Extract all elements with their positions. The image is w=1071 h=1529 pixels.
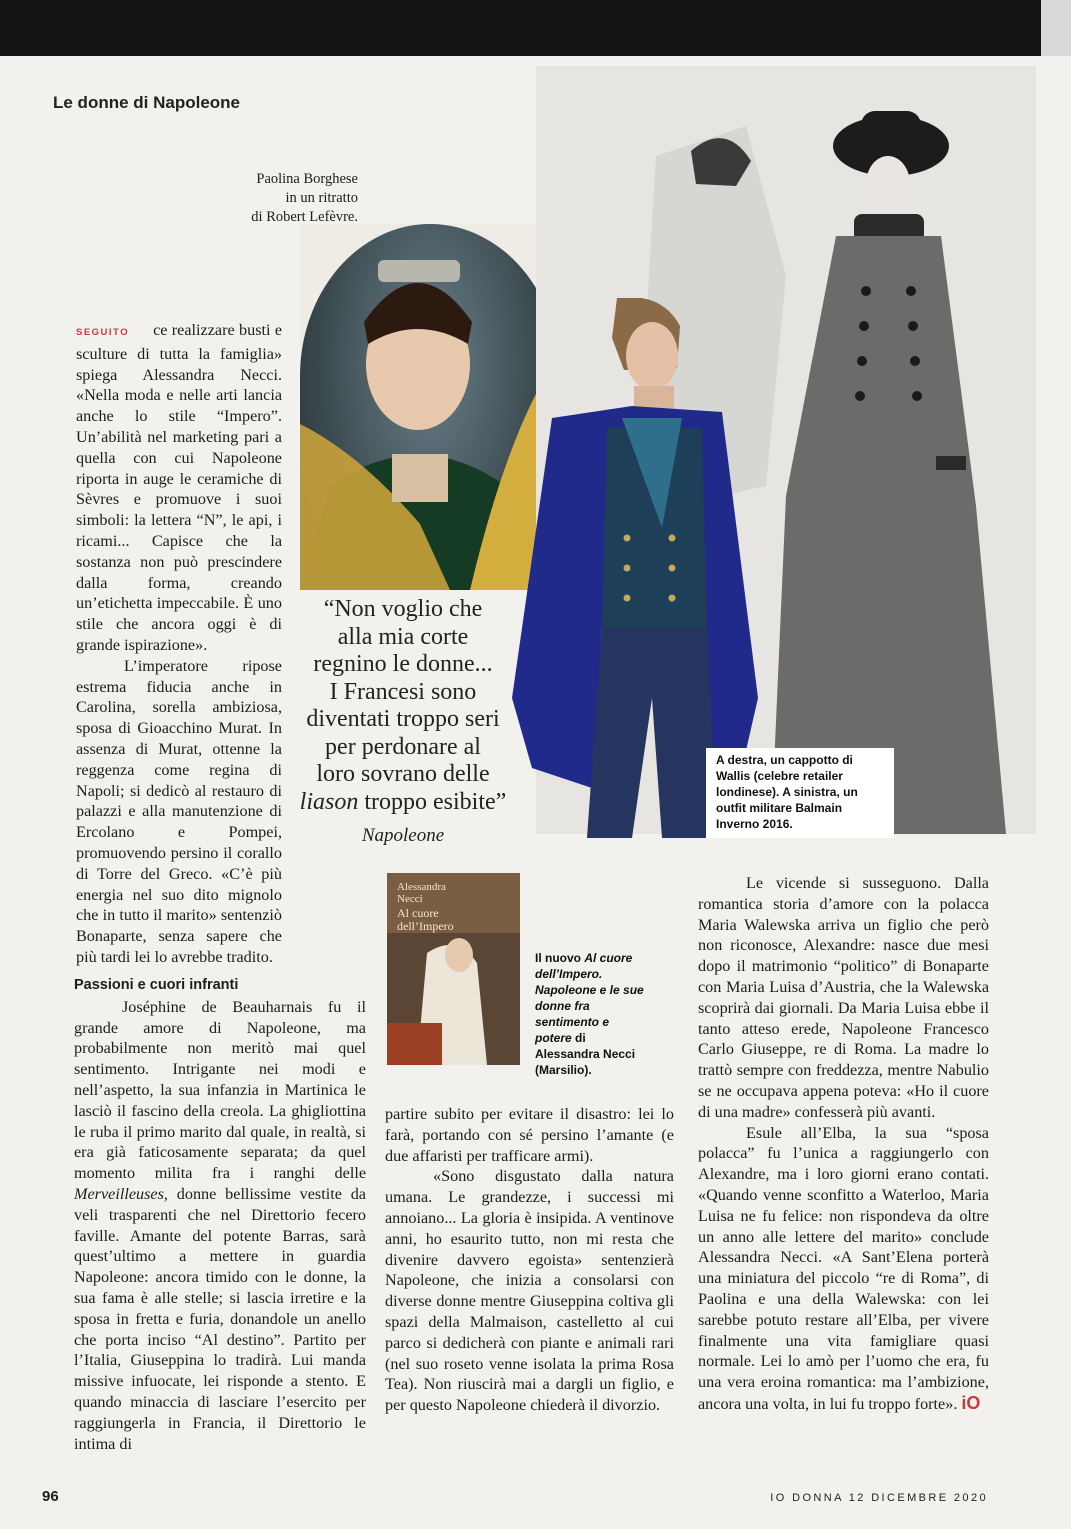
column-1-lower: [74, 975, 366, 1454]
paragraph-text: ce realizzare busti e sculture di tutta la famiglia» spiega Alessandra Necci. «Nella moda e nelle arti lancia anche lo stile “Impero”. Un’abilità nel marketing pari a quella con cui Napoleone riporta in auge le ceramiche di Sèvres e promuove i suoi simboli: la lettera “N”, le api, i ricami... Capisce che la sostanza non può prescindere dalla forma, creando un’etichetta impeccabile. È uno stile che ancora oggi è di grande ispirazione».: [76, 321, 282, 654]
column-3: [698, 873, 989, 1415]
quote-line-last: [292, 789, 514, 817]
book-cover-text: Al cuore: [397, 906, 439, 920]
quote-line: “Non voglio che: [323, 596, 483, 622]
section-title: Le donne di Napoleone: [53, 93, 241, 112]
paragraph: L’imperatore ripose estrema fiducia anche in Carolina, sorella ambiziosa, sposa di Gioacchino Murat. In assenza di Murat, ottenne la reggenza come regina di Napoli; si dedicò al restauro di palazzi e alla manutenzione di Ercolano e Pompei, promuovendo persino il corallo di Torre del Greco. «C’è più energia nel suo dito mignolo che in tutto il marito» sentenziò Bonaparte, senza sapere che più tardi lei lo avrebbe tradito.: [76, 656, 282, 966]
quote-line: I Francesi sono: [329, 678, 477, 705]
coat-photo-caption: A destra, un cappotto di Wallis (celebre retailer londinese). A sinistra, un outfit militare Balmain Inverno 2016.: [706, 748, 894, 838]
paragraph: partire subito per evitare il disastro: lei lo farà, portando con sé persino l’amante (e due affaristi per trafficare armi).: [385, 1105, 674, 1165]
quote-line: loro sovrano delle: [316, 761, 490, 787]
paragraph: «Sono disgustato dalla natura umana. Le grandezze, i successi mi annoiano... La gloria è insipida. A ventinove anni, ho esaurito tutto, non mi resta che divenire davvero egoista» sentenzierà Napoleone, che inizia a consolarsi con diverse donne mentre Giuseppina coltiva gli spazi della Malmaison, castelletto al cui parco si dedicherà con piante e animali rari (nel suo roseto venne isolata la prima Rosa Tea). Non riuscirà mai a dargli un figlio, e per questo Napoleone chiederà il divorzio.: [385, 1167, 674, 1415]
paragraph: [74, 997, 366, 1455]
book-cover-text: Necci: [397, 893, 423, 905]
column-2: [385, 1104, 674, 1416]
portrait-caption: [200, 170, 358, 227]
scanner-top-bar: [0, 0, 1071, 56]
quote-italic-word: liason: [299, 788, 359, 815]
paragraph-text: , donne bellissime vestite da veli trasparenti che nel Direttorio fecero faville. Amante del potente Barras, sarà quest’ultimo a mettere in guardia Napoleone: ancora timido con le donne, la sua fama è alle stelle; si lascia irretire e la sposa in fretta e furia, donandole un anello che porta inciso “Al destino”. Partito per l’Italia, Giuseppina lo tradirà. Lui manda missive infuocate, lei risponde a stento. E quando minaccia di lasciare l’esercito per raggiungerla in Francia, il Direttorio le intima di: [74, 1184, 366, 1453]
seguito-label: SEGUITO: [76, 327, 130, 338]
portrait-caption-line: Paolina Borghese: [256, 171, 358, 187]
book-cover: [387, 873, 520, 1065]
paragraph-text: Esule all’Elba, la sua “sposa polacca” fu l’unica a raggiungerlo con Alexandre, ma i loro giorni erano contati. «Quando venne sconfitto a Waterloo, Maria Luisa ne fu felice: non rispondeva da oltre un anno alle lettere del marito» conclude Alessandra Necci. «A Sant’Elena porterà una miniatura del piccolo “re di Roma”, di Paolina e una della Walewska: con lei sarebbe potuto restare all’Elba, per vivere finalmente una vita famigliare quasi normale. Lei lo amò per l’uomo che era, fu una vera eroina romantica: ma l’ambizione, ancora una volta, in lui fu troppo forte».: [698, 1123, 989, 1413]
page-edge: [1041, 0, 1071, 56]
book-caption: [535, 950, 645, 1078]
quote-attribution: Napoleone: [361, 825, 445, 846]
book-cover-author: [397, 881, 446, 905]
book-cover-text: dell’Impero: [397, 919, 454, 933]
quote-line: per perdonare al: [325, 733, 481, 760]
portrait-caption-line: di Robert Lefèvre.: [251, 209, 358, 225]
caption-text: di Alessandra Necci (Marsilio).: [535, 1031, 636, 1077]
quote-line: alla mia corte: [337, 623, 469, 650]
subhead: Passioni e cuori infranti: [74, 977, 239, 993]
caption-book-title: Al cuore dell’Impero. Napoleone e le sue donne fra sentimento e potere: [535, 951, 644, 1045]
book-cover-text: Alessandra: [397, 881, 446, 893]
quote-line: diventati troppo seri: [306, 706, 500, 732]
io-end-logo: iO: [961, 1392, 981, 1413]
portrait-caption-line: in un ritratto: [285, 190, 358, 206]
quote-last-rest: troppo esibite”: [358, 788, 507, 815]
book-cover-title: [397, 907, 454, 933]
column-1-upper: [76, 320, 282, 968]
quote-line: regnino le donne...: [313, 651, 493, 677]
pull-quote: [292, 596, 514, 850]
paragraph-text: Joséphine de Beauharnais fu il grande amore di Napoleone, ma probabilmente non meritò mai quel sentimento. Intrigante nei modi e nell’aspetto, la sua infanzia in Martinica le lasciò il fascino della creola. La ghigliottina le ruba il primo marito dal quale, in realtà, si era già faticosamente separata; da quel momento milita fra i ranghi delle: [74, 997, 366, 1183]
paragraph: [76, 320, 282, 656]
paolina-portrait-painting: [300, 224, 536, 590]
publication-footer: IO DONNA 12 DICEMBRE 2020: [770, 1492, 988, 1504]
paragraph: [698, 1123, 989, 1415]
paragraph: Le vicende si susseguono. Dalla romantica storia d’amore con la polacca Maria Walewska arriva un figlio che però non riconosce, Alexandre: nasce due mesi dopo il matrimonio “politico” di Bonaparte con Maria Luisa d’Austria, che la Walewska scoprirà dai giornali. Da Maria Luisa ebbe il tanto atteso erede, Napoleone Francesco Carlo Giuseppe, re di Roma. La madre lo trattò sempre con freddezza, mentre Nabulio se ne occupava appena poteva: «Ho il cuore di una madre» confesserà più avanti.: [698, 874, 989, 1121]
page-number: 96: [42, 1488, 59, 1505]
italic-term: Merveilleuses: [74, 1184, 164, 1203]
caption-text: Il nuovo: [535, 951, 585, 965]
